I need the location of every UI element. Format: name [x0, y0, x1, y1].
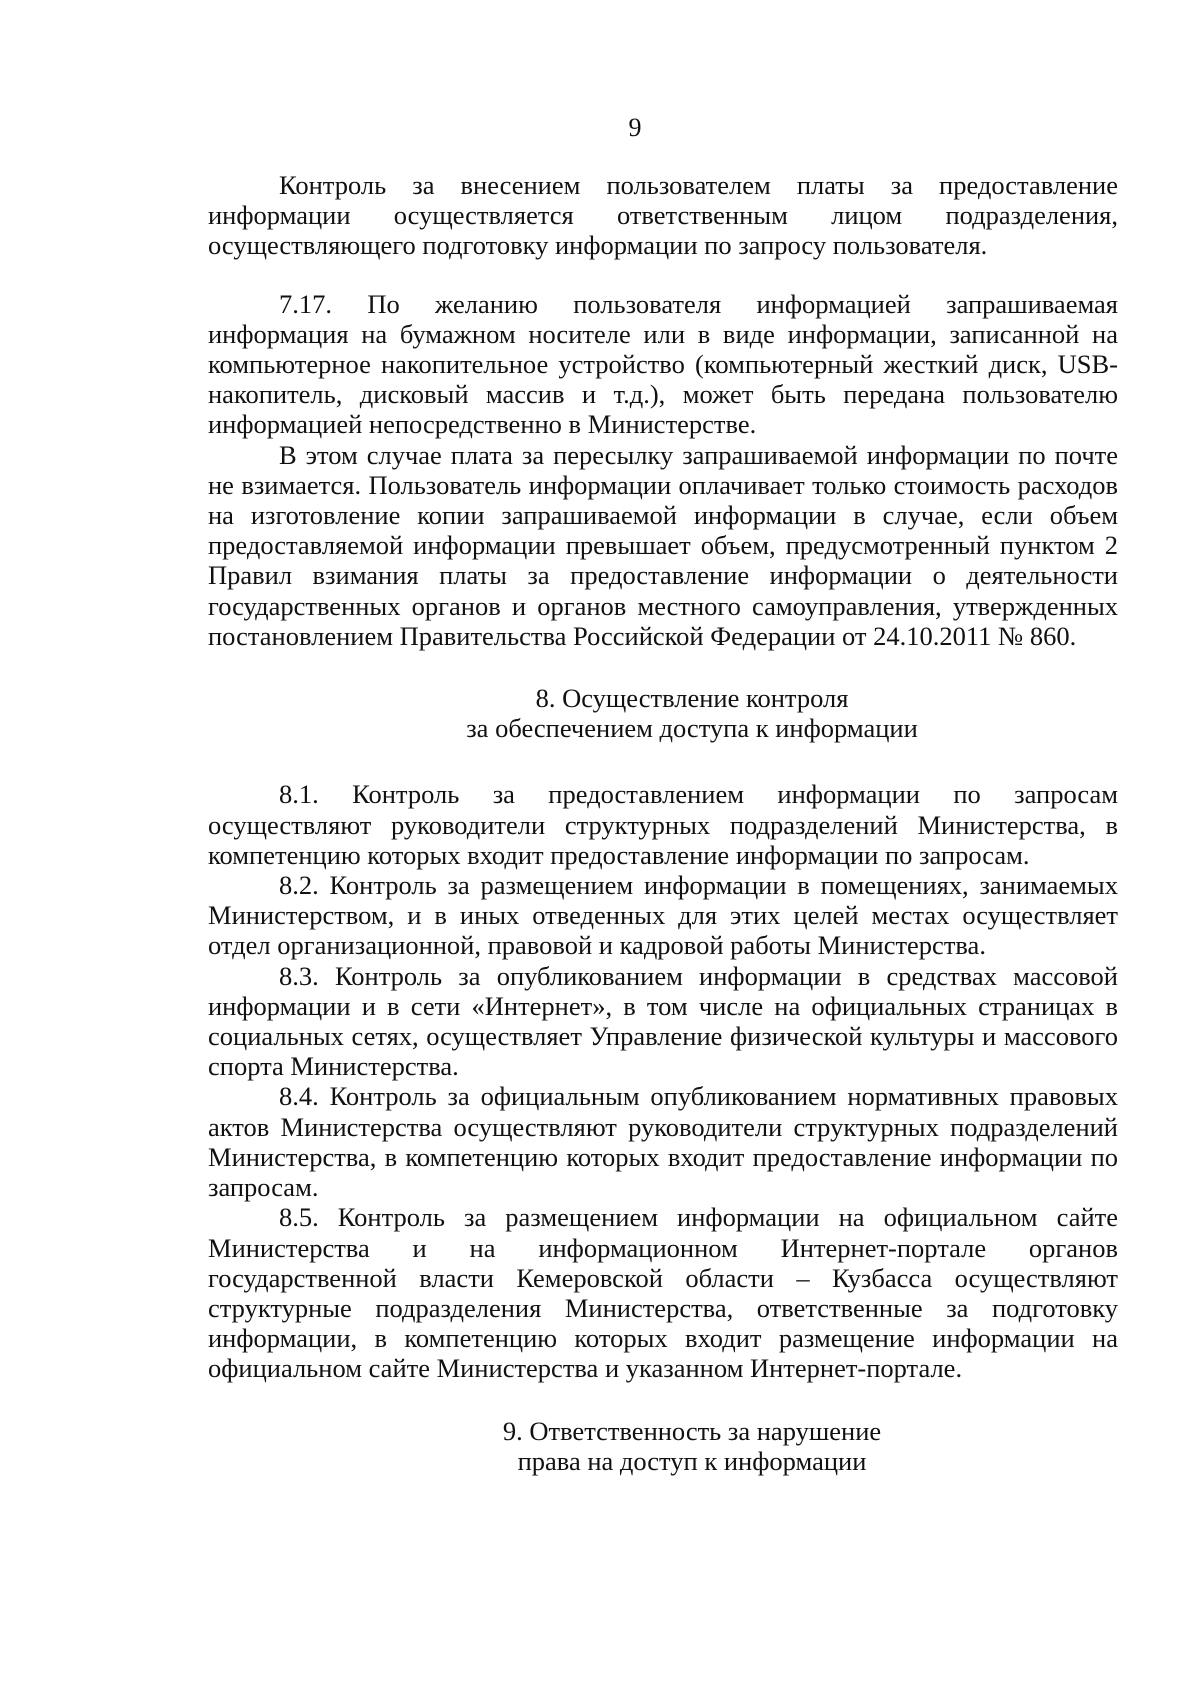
section-9-heading — [208, 1416, 1118, 1476]
paragraph-7-17: 7.17. По желанию пользователя информацией запрашиваемая информация на бумажном носителе или в виде информации, записанной на компьютерное накопительное устройство (компьютерный жесткий диск, USB-накопитель, дисковый массив и т.д.), может быть передана пользователю информацией непосредственно в Министерстве. — [208, 288, 1118, 440]
section-9-heading-line1: 9. Ответственность за нарушение — [502, 1415, 882, 1446]
paragraph-8-1: 8.1. Контроль за предоставлением информации по запросам осуществляют руководители структурных подразделений Министерства, в компетенцию которых входит предоставление информации по запросам. — [208, 779, 1118, 870]
document-body — [208, 170, 1118, 1476]
section-8-heading — [208, 683, 1118, 743]
paragraph-8-5: 8.5. Контроль за размещением информации на официальном сайте Министерства и на информационном Интернет-портале органов государственной власти Кемеровской области – Кузбасса осуществляют структурные подразделения Министерства, ответственные за подготовку информации, в компетенцию которых входит размещение информации на официальном сайте Министерства и указанном Интернет-портале. — [208, 1202, 1118, 1384]
paragraph-shipping-fee: В этом случае плата за пересылку запрашиваемой информации по почте не взимается. Пользователь информации оплачивает только стоимость расходов на изготовление копии запрашиваемой информации в случае, если объем предоставляемой информации превышает объем, предусмотренный пунктом 2 Правил взимания платы за предоставление информации о деятельности государственных органов и органов местного самоуправления, утвержденных постановлением Правительства Российской Федерации от 24.10.2011 № 860. — [208, 439, 1118, 651]
page-number: 9 — [628, 113, 642, 142]
section-8-heading-line2: за обеспечением доступа к информации — [466, 713, 918, 744]
section-8-heading-line1: 8. Осуществление контроля — [535, 683, 849, 714]
paragraph-payment-control: Контроль за внесением пользователем платы за предоставление информации осуществляется ответственным лицом подразделения, осуществляющего подготовку информации по запросу пользователя. — [208, 170, 1118, 261]
section-9-heading-line2: права на доступ к информации — [517, 1445, 867, 1476]
paragraph-8-4: 8.4. Контроль за официальным опубликованием нормативных правовых актов Министерства осуществляют руководители структурных подразделений Министерства, в компетенцию которых входит предоставление информации по запросам. — [208, 1081, 1118, 1203]
paragraph-8-3: 8.3. Контроль за опубликованием информации в средствах массовой информации и в сети «Интернет», в том числе на официальных страницах в социальных сетях, осуществляет Управление физической культуры и массового спорта Министерства. — [208, 960, 1118, 1082]
paragraph-8-2: 8.2. Контроль за размещением информации в помещениях, занимаемых Министерством, и в иных отведенных для этих целей местах осуществляет отдел организационной, правовой и кадровой работы Министерства. — [208, 870, 1118, 961]
